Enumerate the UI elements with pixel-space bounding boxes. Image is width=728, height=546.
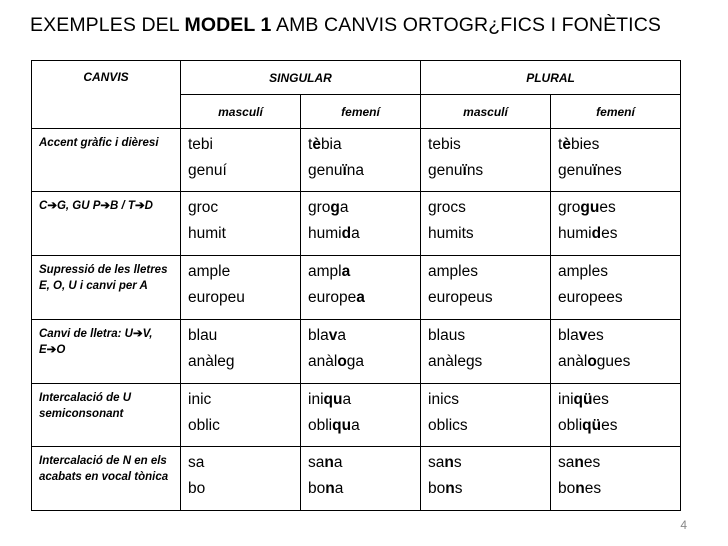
text-segment: bla [558, 326, 579, 344]
changed-letters: d [341, 225, 352, 243]
word-form [188, 195, 300, 221]
word-form [558, 132, 680, 158]
text-segment: es [592, 390, 609, 408]
word-form [558, 413, 680, 439]
text-segment: bia [320, 135, 342, 153]
text-segment: t [558, 135, 563, 153]
slide-title [30, 14, 710, 37]
table-row [32, 383, 681, 447]
text-segment: a [351, 225, 360, 243]
text-segment: anàl [308, 352, 338, 370]
text-segment: europeu [188, 289, 245, 307]
row-label: Intercalació de U semiconsonant [32, 383, 181, 447]
text-segment: sa [558, 454, 575, 472]
word-form [188, 132, 300, 158]
changed-letters: qu [332, 416, 352, 434]
word-form [428, 387, 550, 413]
cell-singular-femeni [301, 192, 421, 256]
word-form [558, 259, 680, 285]
text-segment: G, GU P [56, 200, 101, 213]
header-row-top [32, 61, 681, 95]
table-row [32, 319, 681, 383]
text-segment: ample [188, 263, 231, 281]
text-segment: a [339, 199, 349, 217]
text-segment: ns [466, 161, 484, 179]
text-segment: ampl [308, 263, 342, 281]
cell-singular-masculi [181, 128, 301, 192]
text-segment: ini [558, 390, 574, 408]
changed-letters: gu [580, 199, 600, 217]
text-segment: humi [558, 225, 592, 243]
word-form [558, 285, 680, 311]
text-segment: bla [308, 326, 329, 344]
text-segment: B / T [110, 200, 135, 213]
text-segment: C [39, 200, 48, 213]
word-form [188, 413, 300, 439]
changed-letters: è [562, 135, 571, 153]
cell-singular-femeni [301, 383, 421, 447]
cell-plural-masculi [421, 192, 551, 256]
text-segment: nes [596, 161, 622, 179]
text-segment: anàleg [188, 352, 235, 370]
table-body [32, 128, 681, 510]
text-segment: tebis [428, 135, 461, 153]
text-segment: es [587, 326, 604, 344]
cell-singular-masculi [181, 383, 301, 447]
word-form [428, 259, 550, 285]
cell-singular-masculi [181, 192, 301, 256]
text-segment: humits [428, 225, 474, 243]
word-form [308, 387, 420, 413]
cell-singular-femeni [301, 256, 421, 320]
text-segment: amples [558, 263, 608, 281]
word-form [308, 195, 420, 221]
title-bold: MODEL 1 [184, 14, 272, 36]
word-form [428, 476, 550, 502]
word-form [308, 285, 420, 311]
word-form [308, 259, 420, 285]
text-segment: V, E [39, 327, 153, 356]
word-form [188, 323, 300, 349]
changed-letters: n [575, 480, 585, 498]
word-form [558, 349, 680, 375]
word-form [558, 158, 680, 184]
cell-plural-masculi [421, 447, 551, 511]
cell-singular-femeni [301, 447, 421, 511]
text-segment: ga [346, 352, 365, 370]
word-form [188, 158, 300, 184]
word-form [308, 158, 420, 184]
changed-letters: n [444, 454, 454, 472]
word-form [188, 450, 300, 476]
text-segment: a [333, 454, 343, 472]
changed-letters: ï [462, 161, 467, 179]
header-plural-masculi: masculí [421, 95, 551, 128]
cell-plural-masculi [421, 319, 551, 383]
arrow-icon: ➔ [100, 200, 111, 213]
word-form [308, 132, 420, 158]
text-segment: anàl [558, 352, 588, 370]
word-form [428, 285, 550, 311]
word-form [428, 323, 550, 349]
cell-singular-femeni [301, 319, 421, 383]
text-segment: humit [188, 225, 226, 243]
word-form [188, 259, 300, 285]
text-segment: a [337, 326, 346, 344]
changed-letters: a [356, 289, 365, 307]
cell-plural-masculi [421, 128, 551, 192]
text-segment: gues [596, 352, 631, 370]
word-form [188, 221, 300, 247]
page-number: 4 [680, 518, 687, 532]
text-segment: gro [558, 199, 581, 217]
text-segment: oblic [188, 416, 220, 434]
word-form [428, 158, 550, 184]
text-segment: inic [188, 390, 212, 408]
header-singular-masculi: masculí [181, 95, 301, 128]
header-plural: PLURAL [421, 61, 681, 95]
header-singular-femeni: femení [301, 95, 421, 128]
text-segment: sa [188, 454, 205, 472]
text-segment: bo [428, 480, 446, 498]
text-segment: es [601, 416, 618, 434]
cell-singular-masculi [181, 447, 301, 511]
changed-letters: n [445, 480, 455, 498]
changed-letters: ï [592, 161, 597, 179]
text-segment: es [599, 199, 616, 217]
word-form [428, 195, 550, 221]
cell-singular-masculi [181, 256, 301, 320]
row-label [32, 319, 181, 383]
word-form [558, 221, 680, 247]
text-segment: bo [188, 480, 206, 498]
word-form [188, 285, 300, 311]
title-suffix: AMB CANVIS ORTOGR¿FICS I FONÈTICS [271, 14, 661, 36]
header-plural-femeni: femení [551, 95, 681, 128]
word-form [558, 323, 680, 349]
spelling-changes-table [31, 60, 681, 511]
text-segment: s [453, 454, 462, 472]
changed-letters: o [337, 352, 347, 370]
word-form [428, 132, 550, 158]
row-label: Accent gràfic i dièresi [32, 128, 181, 192]
changed-letters: g [330, 199, 340, 217]
text-segment: Canvi de lletra: U [39, 327, 133, 340]
text-segment: a [342, 390, 352, 408]
arrow-icon: ➔ [46, 343, 57, 356]
text-segment: es [584, 480, 602, 498]
word-form [308, 413, 420, 439]
text-segment: a [334, 480, 344, 498]
word-form [308, 323, 420, 349]
text-segment: t [308, 135, 313, 153]
word-form [188, 387, 300, 413]
cell-plural-masculi [421, 383, 551, 447]
changed-letters: ï [342, 161, 347, 179]
cell-singular-femeni [301, 128, 421, 192]
word-form [558, 195, 680, 221]
text-segment: groc [188, 199, 219, 217]
text-segment: bies [570, 135, 600, 153]
text-segment: sa [428, 454, 445, 472]
changed-letters: v [578, 326, 588, 344]
changed-letters: è [312, 135, 321, 153]
text-segment: europe [308, 289, 357, 307]
text-segment: grocs [428, 199, 466, 217]
row-label [32, 192, 181, 256]
text-segment: sa [308, 454, 325, 472]
word-form [308, 349, 420, 375]
changed-letters: n [325, 480, 335, 498]
changed-letters: qü [573, 390, 593, 408]
table-row [32, 256, 681, 320]
header-canvis: CANVIS [32, 61, 181, 129]
arrow-icon: ➔ [47, 200, 57, 213]
cell-singular-masculi [181, 319, 301, 383]
changed-letters: n [574, 454, 584, 472]
changed-letters: qü [582, 416, 602, 434]
changed-letters: a [341, 263, 351, 281]
text-segment: obli [558, 416, 583, 434]
text-segment: es [583, 454, 601, 472]
arrow-icon: ➔ [134, 200, 145, 213]
changed-letters: n [324, 454, 334, 472]
text-segment: anàlegs [428, 352, 483, 370]
text-segment: bo [308, 480, 326, 498]
text-segment: europeus [428, 289, 493, 307]
word-form [308, 221, 420, 247]
text-segment: genu [308, 161, 343, 179]
word-form [308, 450, 420, 476]
changed-letters: v [328, 326, 338, 344]
text-segment: tebi [188, 135, 213, 153]
text-segment: a [351, 416, 360, 434]
cell-plural-masculi [421, 256, 551, 320]
word-form [308, 476, 420, 502]
text-segment: na [346, 161, 365, 179]
text-segment: blau [188, 326, 218, 344]
changed-letters: o [587, 352, 597, 370]
text-segment: europees [558, 289, 623, 307]
cell-plural-femeni [551, 447, 681, 511]
text-segment: blaus [428, 326, 466, 344]
changed-letters: d [591, 225, 602, 243]
text-segment: amples [428, 263, 478, 281]
word-form [558, 450, 680, 476]
cell-plural-femeni [551, 319, 681, 383]
text-segment: oblics [428, 416, 468, 434]
text-segment: D [144, 200, 153, 213]
cell-plural-femeni [551, 256, 681, 320]
text-segment: es [601, 225, 618, 243]
text-segment: gro [308, 199, 331, 217]
word-form [188, 476, 300, 502]
text-segment: humi [308, 225, 342, 243]
text-segment: ini [308, 390, 324, 408]
cell-plural-femeni [551, 192, 681, 256]
text-segment: genuí [188, 161, 227, 179]
word-form [188, 349, 300, 375]
text-segment: O [56, 343, 66, 356]
table-row [32, 447, 681, 511]
row-label: Supressió de les lletres E, O, U i canvi per A [32, 256, 181, 320]
table-row [32, 128, 681, 192]
title-prefix: EXEMPLES DEL [30, 14, 185, 36]
word-form [428, 349, 550, 375]
text-segment: bo [558, 480, 576, 498]
text-segment: inics [428, 390, 460, 408]
text-segment: genu [558, 161, 593, 179]
arrow-icon: ➔ [132, 327, 143, 340]
cell-plural-femeni [551, 383, 681, 447]
text-segment: genu [428, 161, 463, 179]
word-form [428, 450, 550, 476]
word-form [558, 476, 680, 502]
text-segment: obli [308, 416, 333, 434]
header-singular: SINGULAR [181, 61, 421, 95]
word-form [428, 413, 550, 439]
word-form [558, 387, 680, 413]
changed-letters: qu [323, 390, 343, 408]
word-form [428, 221, 550, 247]
table-row [32, 192, 681, 256]
cell-plural-femeni [551, 128, 681, 192]
row-label: Intercalació de N en els acabats en vocal tònica [32, 447, 181, 511]
text-segment: s [454, 480, 463, 498]
